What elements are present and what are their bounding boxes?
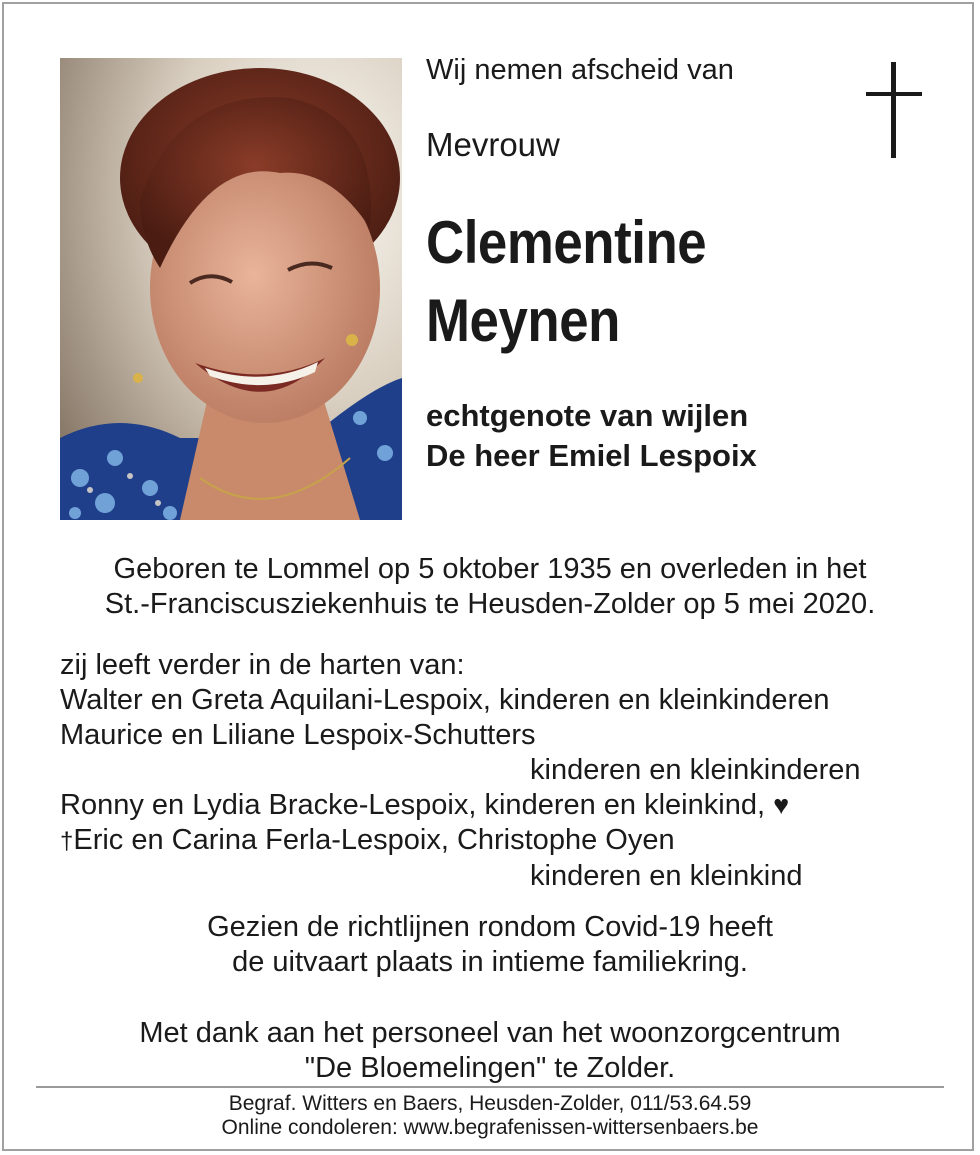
spouse-line-1: echtgenote van wijlen <box>426 398 749 433</box>
spouse-info <box>426 396 757 476</box>
footer-divider <box>36 1086 944 1088</box>
heart-icon: ♥ <box>773 790 790 820</box>
family-line-2: Maurice en Liliane Lespoix-Schutters <box>60 719 536 751</box>
spouse-line-2: De heer Emiel Lespoix <box>426 438 757 473</box>
latin-cross-icon <box>866 62 922 158</box>
thanks-line-2: "De Bloemelingen" te Zolder. <box>304 1052 676 1084</box>
footer <box>0 1092 980 1140</box>
family-line-4-text: Ronny en Lydia Bracke-Lespoix, kinderen en kleinkind, <box>60 789 766 821</box>
family-list <box>60 648 861 894</box>
family-heading: zij leeft verder in de harten van: <box>60 649 465 681</box>
portrait-photo <box>60 58 402 520</box>
first-name: Clementine <box>426 209 707 276</box>
condolence-line: Online condoleren: www.begrafenissen-wittersenbaers.be <box>221 1116 759 1139</box>
funeral-home-line: Begraf. Witters en Baers, Heusden-Zolder, 011/53.64.59 <box>228 1092 752 1115</box>
intro-text: Wij nemen afscheid van <box>426 54 734 86</box>
last-name: Meynen <box>426 287 620 354</box>
covid-line-2: de uitvaart plaats in intieme familiekring. <box>232 946 748 978</box>
birth-death-info <box>0 552 980 622</box>
deceased-name <box>426 204 706 360</box>
birth-line-1: Geboren te Lommel op 5 oktober 1935 en overleden in het <box>113 553 867 585</box>
deceased-cross-icon: † <box>60 828 74 855</box>
family-line-1: Walter en Greta Aquilani-Lespoix, kinderen en kleinkinderen <box>60 684 830 716</box>
thanks-notice <box>0 1016 980 1086</box>
thanks-line-1: Met dank aan het personeel van het woonzorgcentrum <box>139 1017 841 1049</box>
family-line-5-text: Eric en Carina Ferla-Lespoix, Christophe Oyen <box>73 824 675 856</box>
birth-line-2: St.-Franciscusziekenhuis te Heusden-Zolder op 5 mei 2020. <box>104 588 876 620</box>
family-line-5 <box>60 823 861 859</box>
family-line-4 <box>60 788 861 823</box>
family-line-3: kinderen en kleinkinderen <box>530 754 861 786</box>
covid-notice <box>0 910 980 980</box>
honorific-title: Mevrouw <box>426 126 560 163</box>
family-line-6: kinderen en kleinkind <box>530 860 803 892</box>
covid-line-1: Gezien de richtlijnen rondom Covid-19 heeft <box>207 911 773 943</box>
